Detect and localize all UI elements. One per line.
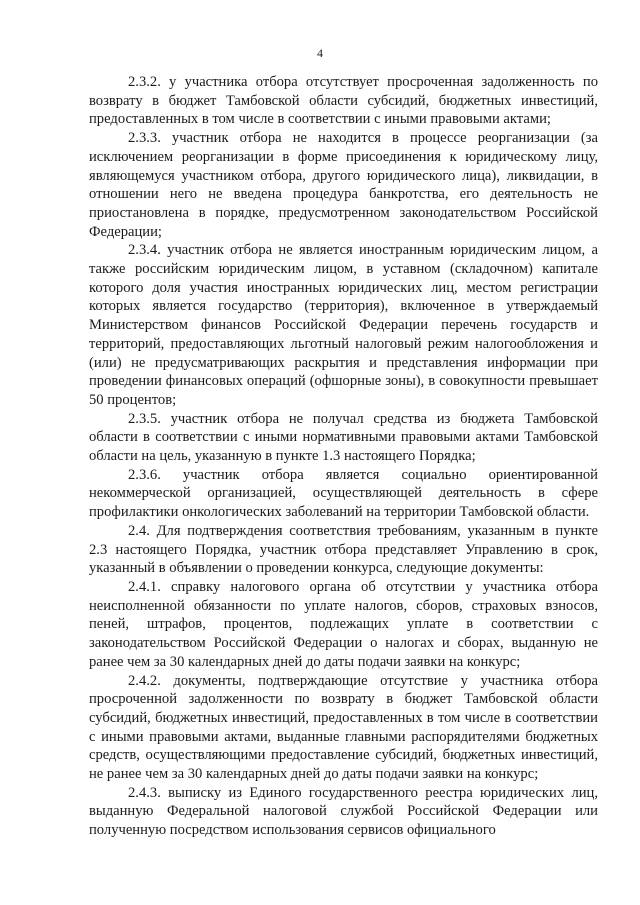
paragraph-2-3-3: 2.3.3. участник отбора не находится в процессе реорганизации (за исключением реорганизации в форме присоединения к юридическому лицу, являющемуся участником отбора, другого юридического лица), ликвидации, в отношении него не введена процедура банкротства, его деятельность не приостановлена в порядке, предусмотренном законодательством Российской Федерации; [89,130,598,240]
paragraph-2-3-6: 2.3.6. участник отбора является социально ориентированной некоммерческой организацией, осуществляющей деятельность в сфере профилактики онкологических заболеваний на территории Тамбовской области. [89,466,598,521]
paragraph-2-3-4: 2.3.4. участник отбора не является иностранным юридическим лицом, а также российским юридическим лицом, в уставном (складочном) капитале которого доля участия иностранных юридических лиц, местом регистрации которых является государство (территория), включенное в утверждаемый Министерством финансов Российской Федерации перечень государств и территорий, предоставляющих льготный налоговый режим налогообложения и (или) не предусматривающих раскрытия и представления информации при проведении финансовых операций (офшорные зоны), в совокупности превышает 50 процентов; [89,242,598,408]
paragraph-2-4-2: 2.4.2. документы, подтверждающие отсутствие у участника отбора просроченной задолженности по возврату в бюджет Тамбовской области субсидий, бюджетных инвестиций, предоставленных в том числе в соответствии с иными правовыми актами, выданные главными распорядителями бюджетных средств, осуществляющими предоставление субсидий, бюджетных инвестиций, не ранее чем за 30 календарных дней до даты подачи заявки на конкурс; [89,672,598,783]
paragraph-2-3-5: 2.3.5. участник отбора не получал средства из бюджета Тамбовской области в соответствии с иными нормативными правовыми актами Тамбовской области на цель, указанную в пункте 1.3 настоящего Порядка; [89,410,598,465]
document-body [89,73,598,840]
page-number: 4 [317,46,323,60]
paragraph-2-4: 2.4. Для подтверждения соответствия требованиям, указанным в пункте 2.3 настоящего Порядка, участник отбора представляет Управлению в срок, указанный в объявлении о проведении конкурса, следующие документы: [89,522,598,577]
paragraph-2-4-1: 2.4.1. справку налогового органа об отсутствии у участника отбора неисполненной обязанности по уплате налогов, сборов, страховых взносов, пеней, штрафов, процентов, подлежащих уплате в соответствии с законодательством Российской Федерации о налогах и сборах, выданную не ранее чем за 30 календарных дней до даты подачи заявки на конкурс; [89,578,598,670]
paragraph-2-4-3: 2.4.3. выписку из Единого государственного реестра юридических лиц, выданную Федеральной налоговой службой Российской Федерации или полученную посредством использования сервисов официального [89,784,598,839]
paragraph-2-3-2: 2.3.2. у участника отбора отсутствует просроченная задолженность по возврату в бюджет Тамбовской области субсидий, бюджетных инвестиций, предоставленных в том числе в соответствии с иными правовыми актами; [89,74,598,128]
